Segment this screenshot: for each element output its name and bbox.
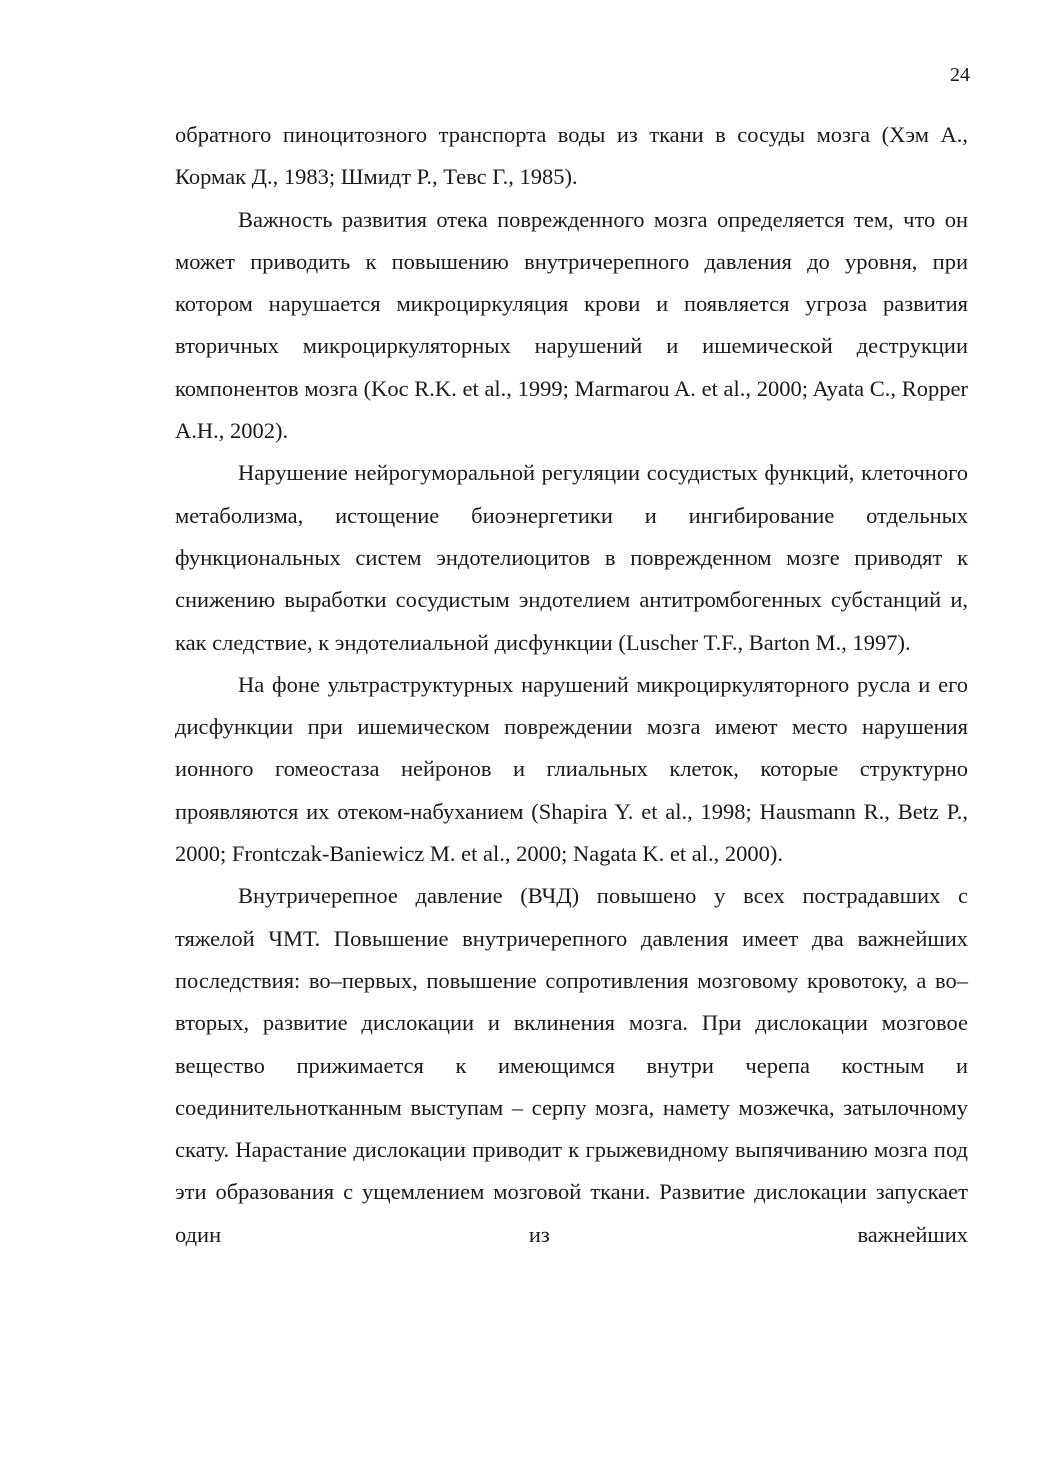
paragraph-1: обратного пиноцитозного транспорта воды из ткани в сосуды мозга (Хэм А., Кормак Д., 1983; Шмидт Р., Тевс Г., 1985). <box>175 122 968 190</box>
page-body <box>175 114 968 1256</box>
paragraph-5-last: Внутричерепное давление (ВЧД) повышено у всех пострадавших с тяжелой ЧМТ. Повышение внутричерепного давления имеет два важнейших последствия: во–первых, повышение сопротивления мозговому кровотоку, а во–вторых, развитие дислокации и вклинения мозга. При дислокации мозговое вещество прижимается к имеющимся внутри черепа костным и соединительнотканным выступам – серпу мозга, намету мозжечка, затылочному скату. Нарастание дислокации приводит к грыжевидному выпячиванию мозга под эти образования с ущемлением мозговой ткани. Развитие дислокации запускает один из важнейших <box>175 883 968 1247</box>
paragraph-3: Нарушение нейрогуморальной регуляции сосудистых функций, клеточного метаболизма, истощение биоэнергетики и ингибирование отдельных функциональных систем эндотелиоцитов в поврежденном мозге приводят к снижению выработки сосудистым эндотелием антитромбогенных субстанций и, как следствие, к эндотелиальной дисфункции (Luscher T.F., Barton M., 1997). <box>175 460 968 655</box>
page-number: 24 <box>950 64 970 86</box>
paragraph-2: Важность развития отека поврежденного мозга определяется тем, что он может приводить к повышению внутричерепного давления до уровня, при котором нарушается микроциркуляция крови и появляется угроза развития вторичных микроциркуляторных нарушений и ишемической деструкции компонентов мозга (Koc R.K. et al., 1999; Marmarou A. et al., 2000; Ayata C., Ropper A.H., 2002). <box>175 206 968 444</box>
paragraph-4: На фоне ультраструктурных нарушений микроциркуляторного русла и его дисфункции при ишемическом повреждении мозга имеют место нарушения ионного гомеостаза нейронов и глиальных клеток, которые структурно проявляются их отеком-набуханием (Shapira Y. et al., 1998; Hausmann R., Betz P., 2000; Frontczak-Baniewicz M. et al., 2000; Nagata K. et al., 2000). <box>175 671 968 867</box>
